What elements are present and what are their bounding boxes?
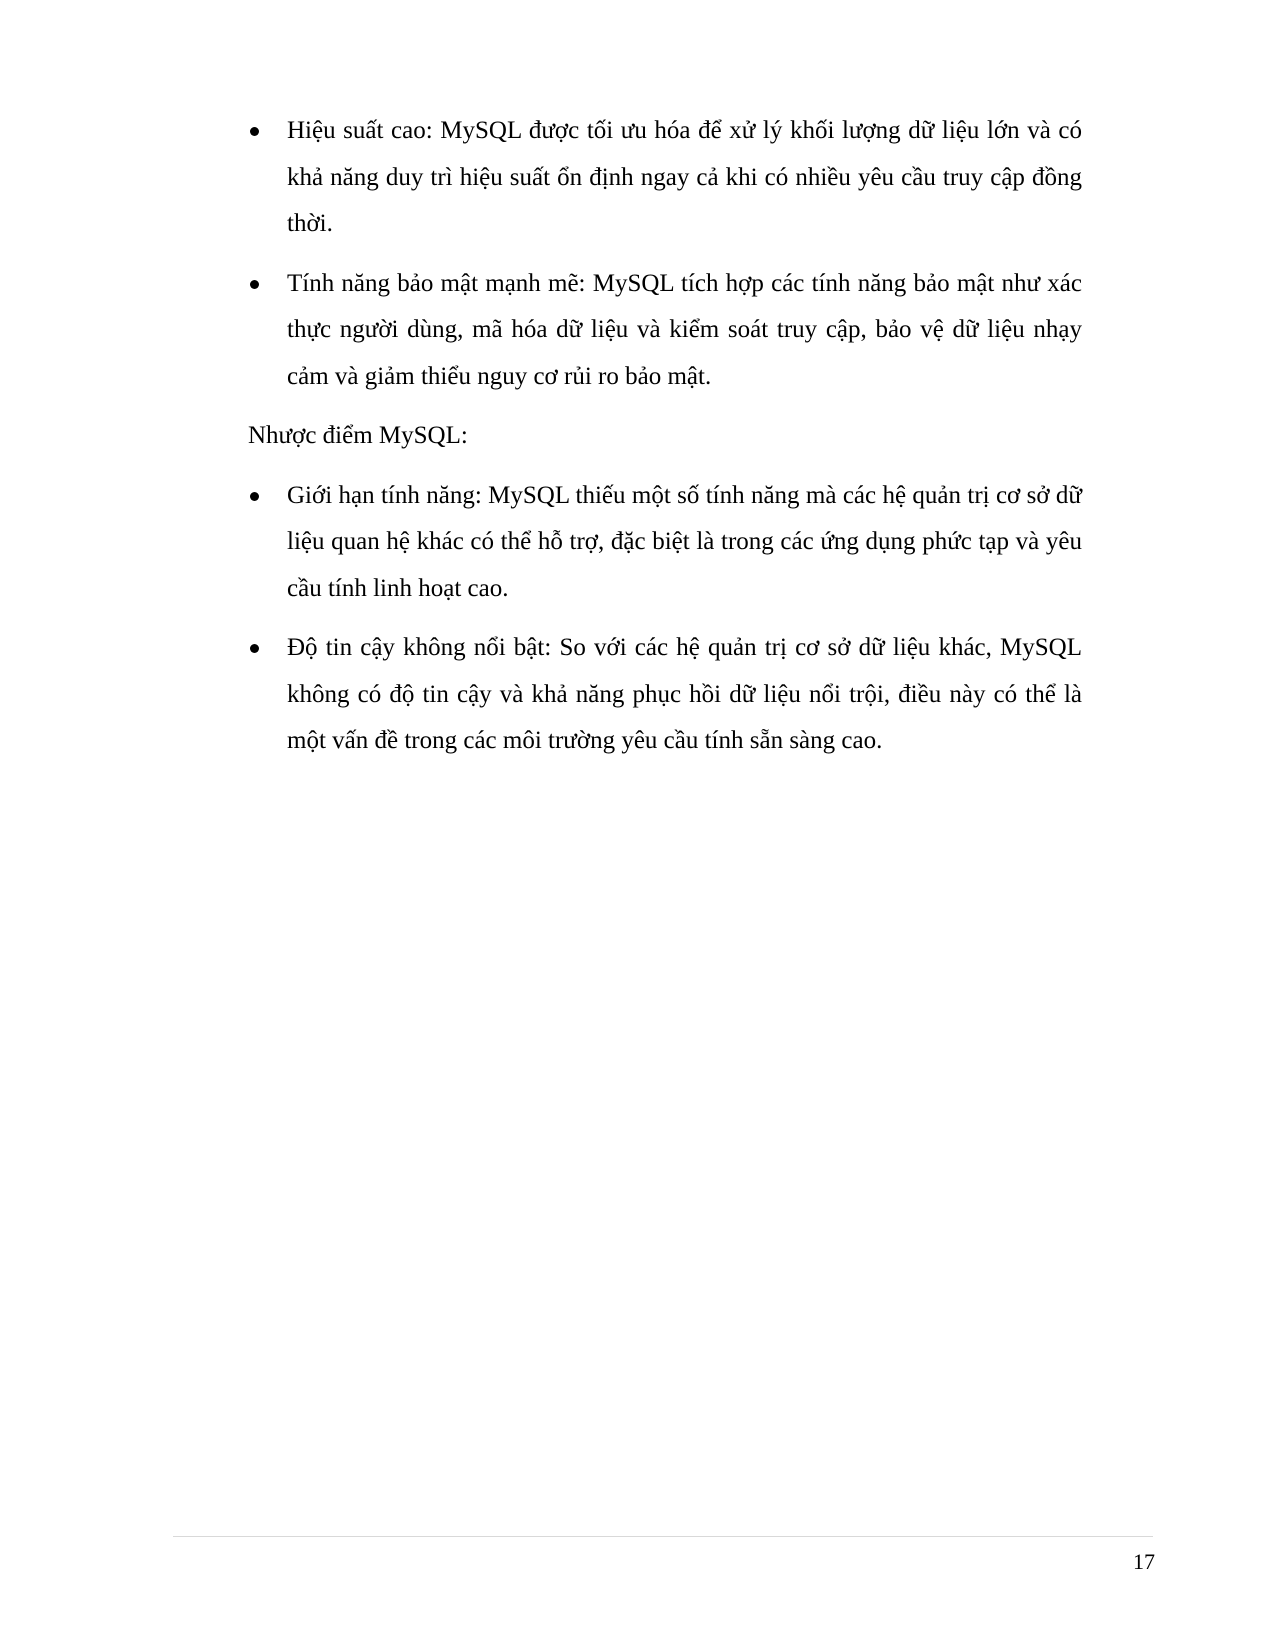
list-item-text: Giới hạn tính năng: MySQL thiếu một số tính năng mà các hệ quản trị cơ sở dữ liệu quan hệ khác có thể hỗ trợ, đặc biệt là trong các ứng dụng phức tạp và yêu cầu tính linh hoạt cao.: [287, 481, 1082, 602]
list-item: [248, 108, 1082, 248]
bullet-icon: [250, 280, 259, 289]
list-item-text: Độ tin cậy không nổi bật: So với các hệ quản trị cơ sở dữ liệu khác, MySQL không có độ tin cậy và khả năng phục hồi dữ liệu nổi trội, điều này có thể là một vấn đề trong các môi trường yêu cầu tính sẵn sàng cao.: [287, 634, 1082, 754]
list-item-text: Tính năng bảo mật mạnh mẽ: MySQL tích hợp các tính năng bảo mật như xác thực người dùng, mã hóa dữ liệu và kiểm soát truy cập, bảo vệ dữ liệu nhạy cảm và giảm thiểu nguy cơ rủi ro bảo mật.: [287, 269, 1082, 390]
page-number: 17: [1133, 1549, 1155, 1574]
page-body: [248, 108, 1082, 778]
disadvantages-list: [248, 473, 1082, 765]
list-item: [248, 261, 1082, 401]
bullet-icon: [250, 492, 259, 501]
advantages-list: [248, 108, 1082, 400]
list-item: [248, 473, 1082, 613]
list-item-text: Hiệu suất cao: MySQL được tối ưu hóa để xử lý khối lượng dữ liệu lớn và có khả năng duy trì hiệu suất ổn định ngay cả khi có nhiều yêu cầu truy cập đồng thời.: [287, 117, 1082, 237]
disadvantages-heading: Nhược điểm MySQL:: [248, 422, 468, 449]
bullet-icon: [250, 127, 259, 136]
list-item: [248, 625, 1082, 765]
bullet-icon: [250, 644, 259, 653]
footer-divider: [173, 1536, 1153, 1537]
